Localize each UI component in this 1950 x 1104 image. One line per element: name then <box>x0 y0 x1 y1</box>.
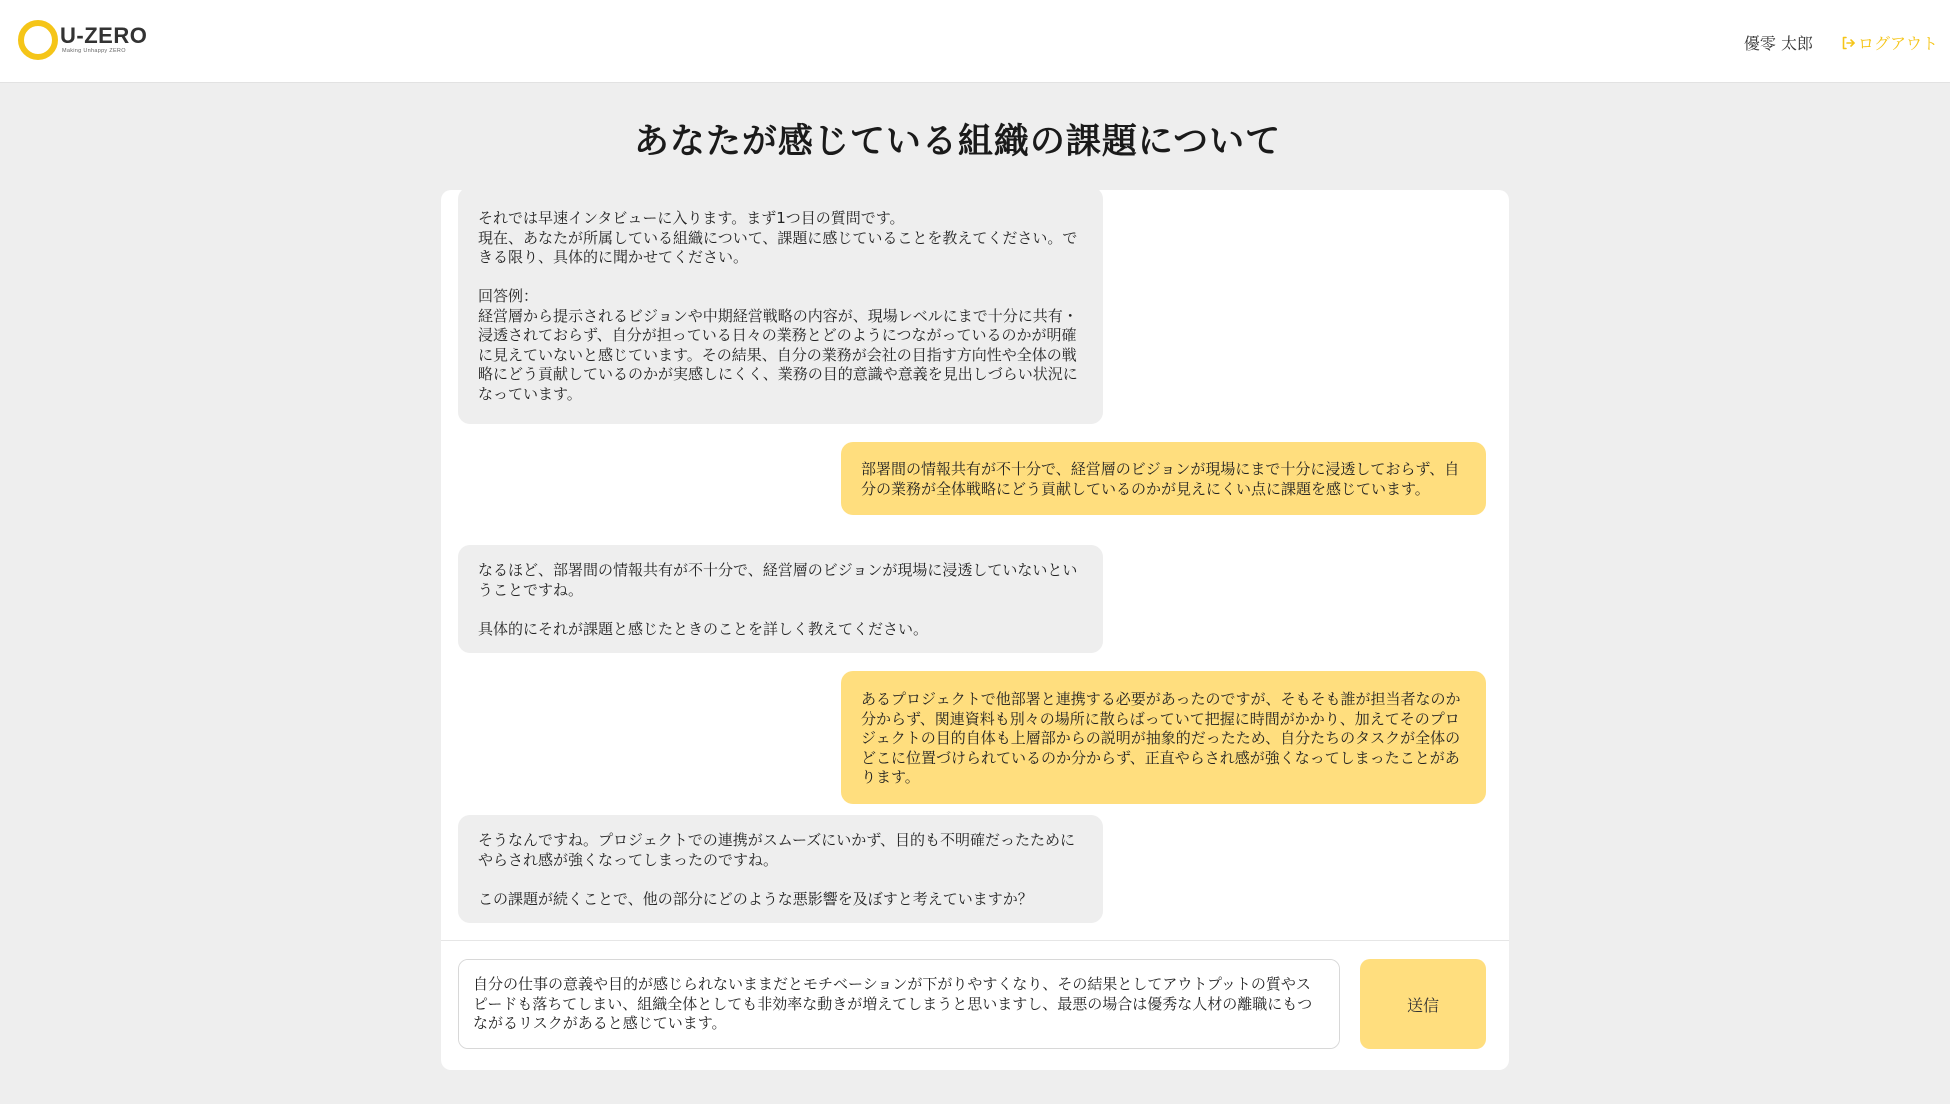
page-title: あなたが感じている組織の課題について <box>633 122 1282 162</box>
logo-text-group <box>60 25 147 55</box>
logo-text: U-ZERO <box>60 23 148 48</box>
answer-input[interactable] <box>458 959 1340 1049</box>
ai-message: なるほど、部署間の情報共有が不十分で、経営層のビジョンが現場に浸透していないということですね。 具体的にそれが課題と感じたときのことを詳しく教えてください。 <box>458 545 1103 653</box>
chat-card <box>441 190 1509 1070</box>
logout-label: ログアウト <box>1857 34 1938 53</box>
send-button[interactable]: 送信 <box>1360 959 1486 1049</box>
app-header <box>0 0 1950 83</box>
user-message: 部署間の情報共有が不十分で、経営層のビジョンが現場にまで十分に浸透しておらず、自分の業務が全体戦略にどう貢献しているのかが見えにくい点に課題を感じています。 <box>841 442 1486 515</box>
ai-message: そうなんですね。プロジェクトでの連携がスムーズにいかず、目的も不明確だったためにやらされ感が強くなってしまったのですね。 この課題が続くことで、他の部分にどのような悪影響を及ぼすと考えていますか？ <box>458 815 1103 923</box>
app-logo[interactable] <box>18 20 147 60</box>
logout-icon <box>1840 35 1856 51</box>
ring-logo-icon <box>18 20 58 60</box>
logo-tagline: Making Unhappy ZERO <box>62 48 126 54</box>
logout-button[interactable] <box>1840 31 1938 54</box>
ai-message: それでは早速インタビューに入ります。まず1つ目の質問です。 現在、あなたが所属している組織について、課題に感じていることを教えてください。できる限り、具体的に聞かせてください。 回答例： 経営層から提示されるビジョンや中期経営戦略の内容が、現場レベルにまで十分に共有・浸透されておらず、自分が担っている日々の業務とどのようにつながっているのかが明確に見えていないと感じています。その結果、自分の業務が会社の目指す方向性や全体の戦略にどう貢献しているのかが実感しにくく、業務の目的意識や意義を見出しづらい状況になっています。 <box>458 190 1103 424</box>
message-list[interactable] <box>441 190 1509 940</box>
user-name: 優零 太郎 <box>1743 34 1813 53</box>
user-message: あるプロジェクトで他部署と連携する必要があったのですが、そもそも誰が担当者なのか分からず、関連資料も別々の場所に散らばっていて把握に時間がかかり、加えてそのプロジェクトの目的自体も上層部からの説明が抽象的だったため、自分たちのタスクが全体のどこに位置づけられているのか分からず、正直やらされ感が強くなってしまったことがあります。 <box>841 671 1486 804</box>
message-composer <box>441 940 1509 1070</box>
